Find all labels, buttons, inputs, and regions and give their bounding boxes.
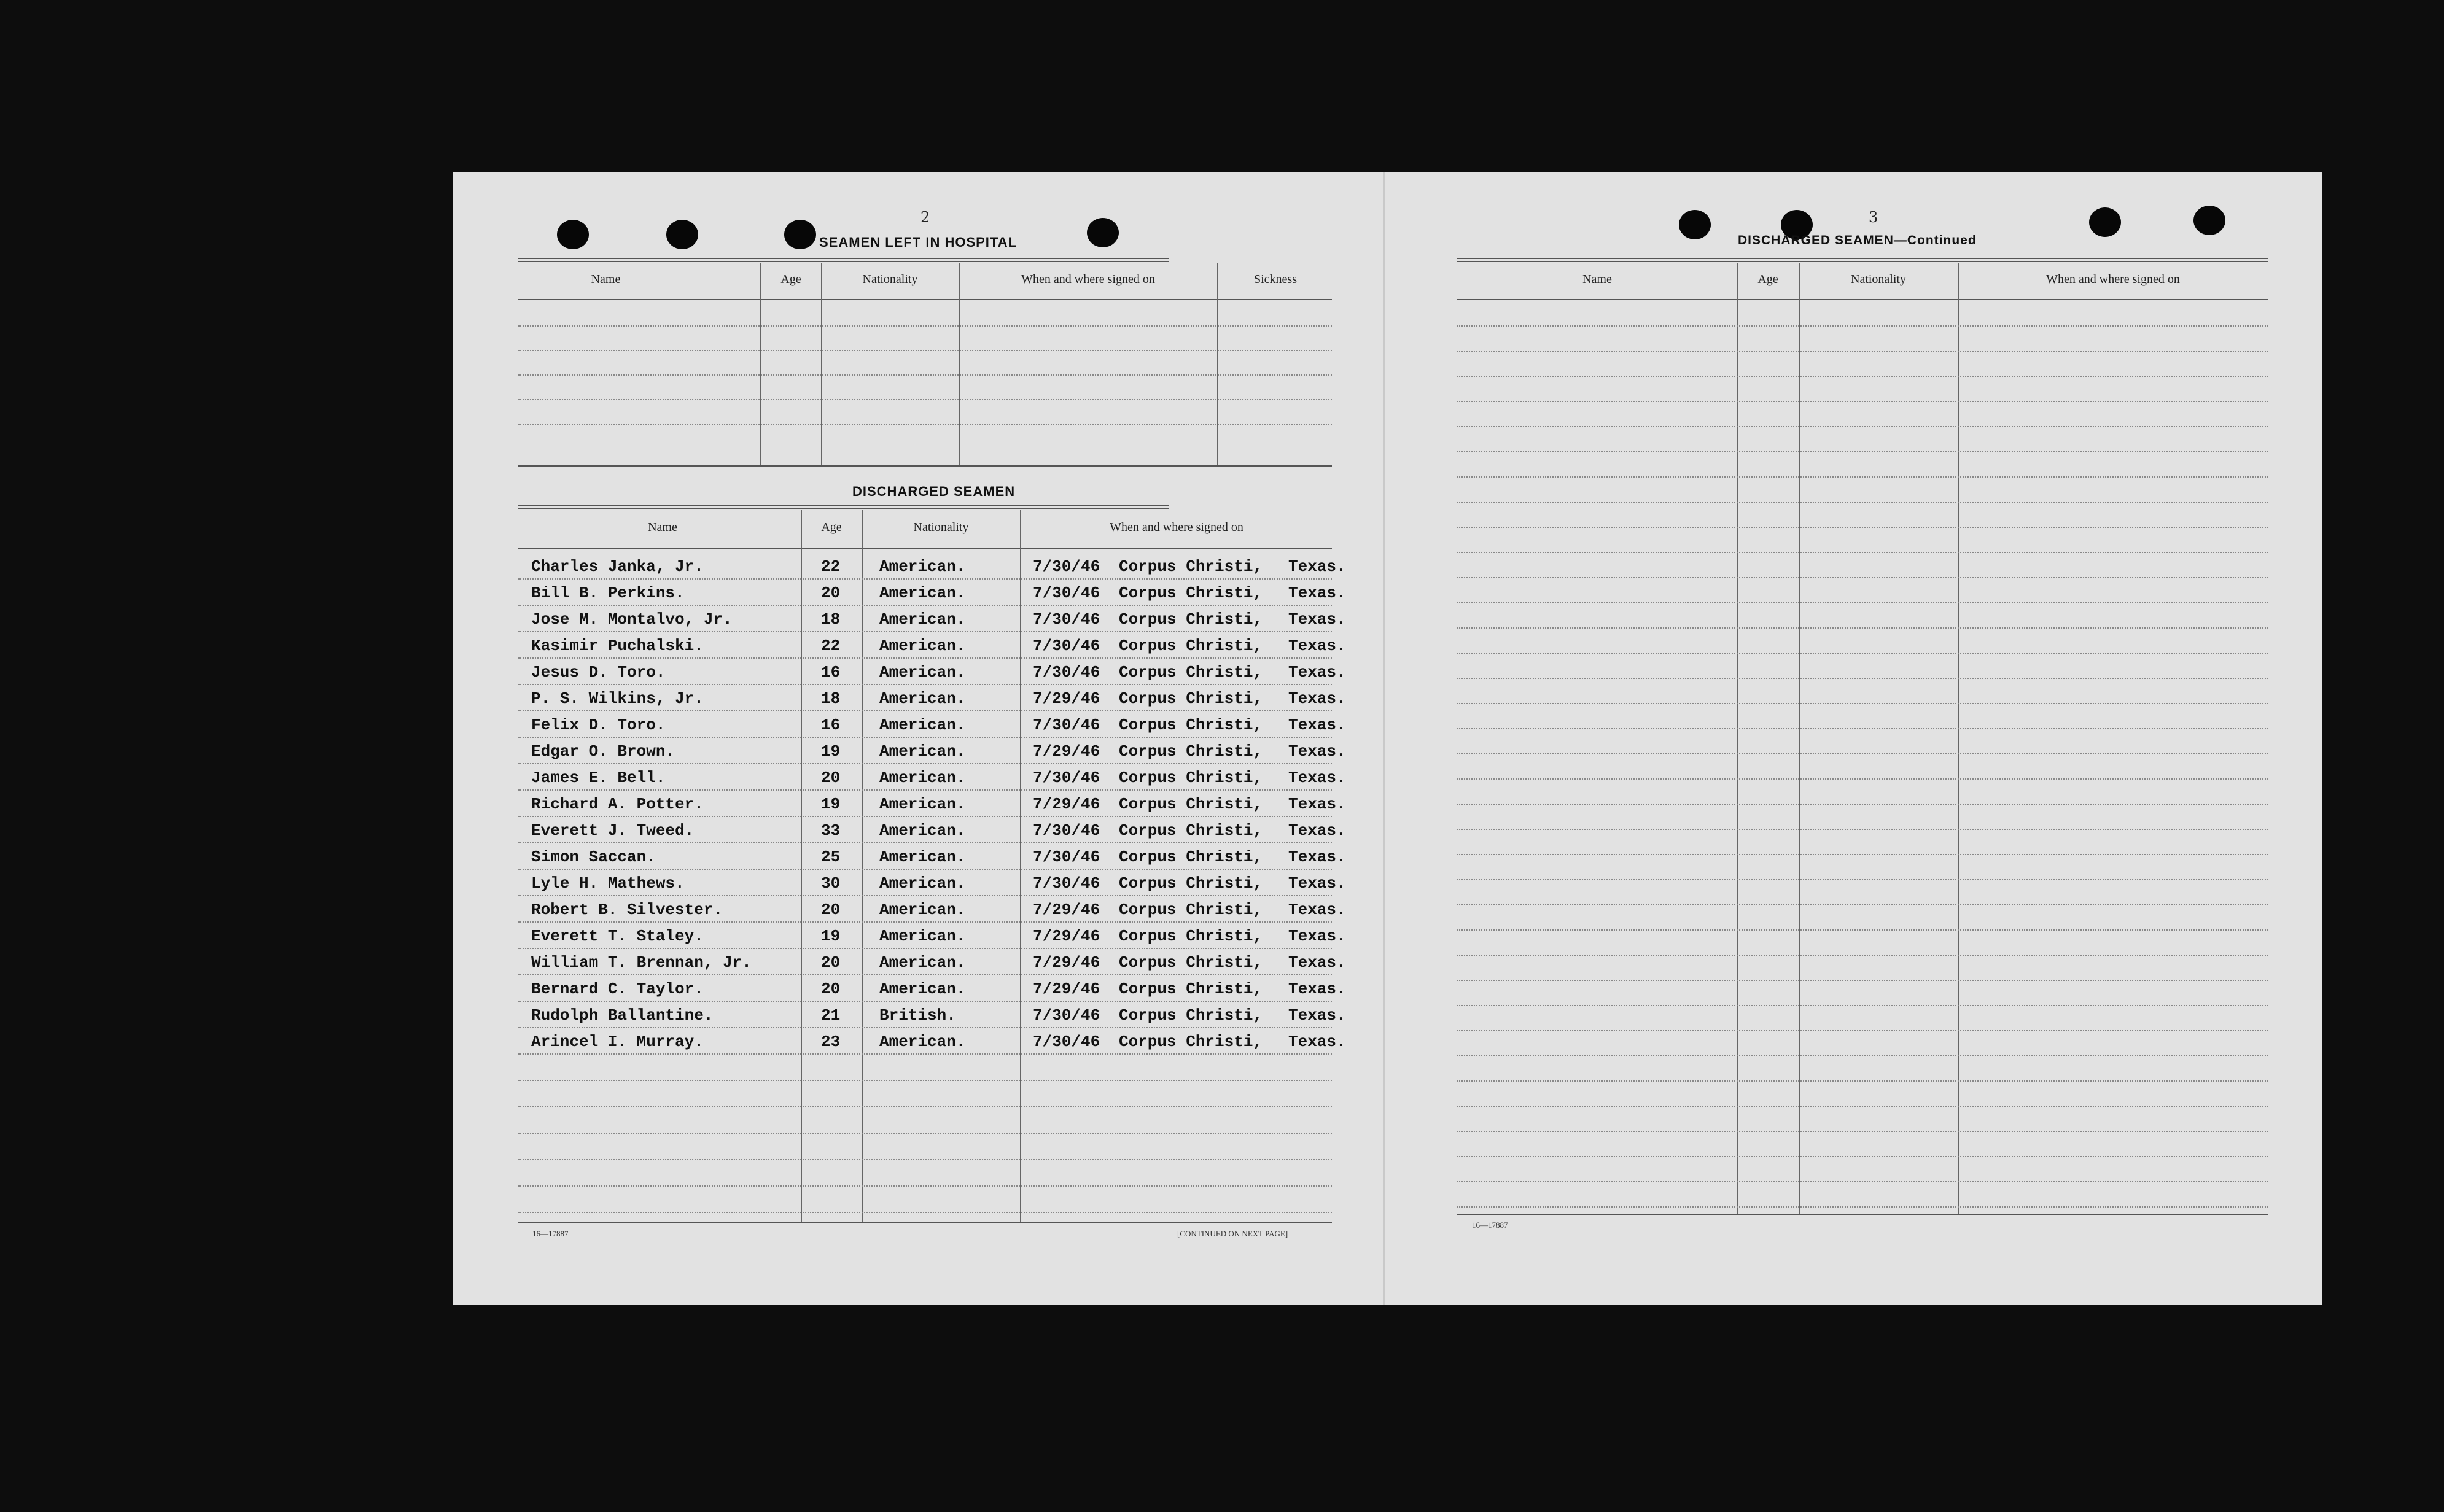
seaman-name: Simon Saccan. [531, 848, 656, 866]
table-rule [518, 465, 1332, 467]
title-rule [1457, 258, 2268, 262]
signed-state: Texas. [1288, 663, 1346, 681]
seaman-nationality: British. [879, 1006, 956, 1025]
discharged-col-age: Age [821, 521, 842, 534]
table-rule [1457, 1055, 2268, 1056]
seaman-name: Felix D. Toro. [531, 716, 666, 734]
seaman-name: Edgar O. Brown. [531, 742, 675, 761]
punch-hole [2089, 207, 2121, 237]
punch-hole [784, 220, 816, 249]
seaman-nationality: American. [879, 927, 966, 945]
seaman-nationality: American. [879, 663, 966, 681]
seaman-name: Arincel I. Murray. [531, 1033, 704, 1051]
seaman-age: 18 [821, 610, 841, 629]
table-rule [518, 605, 1332, 606]
signed-place: Corpus Christi, [1119, 795, 1263, 813]
signed-place: Corpus Christi, [1119, 716, 1263, 734]
table-rule [518, 325, 1332, 327]
table-rule [518, 869, 1332, 870]
column-divider [821, 263, 822, 465]
table-rule [518, 631, 1332, 632]
seaman-name: William T. Brennan, Jr. [531, 953, 752, 972]
table-rule [518, 1159, 1332, 1160]
seaman-age: 16 [821, 716, 841, 734]
signed-state: Texas. [1288, 1033, 1346, 1051]
table-rule [1457, 678, 2268, 679]
table-rule [518, 921, 1332, 923]
seaman-age: 20 [821, 953, 841, 972]
table-rule [518, 578, 1332, 580]
punch-hole [1087, 218, 1119, 247]
seaman-name: Jose M. Montalvo, Jr. [531, 610, 733, 629]
seaman-age: 18 [821, 689, 841, 708]
signed-state: Texas. [1288, 980, 1346, 998]
table-rule [1457, 376, 2268, 377]
table-rule [518, 684, 1332, 685]
seaman-age: 22 [821, 637, 841, 655]
signed-state: Texas. [1288, 901, 1346, 919]
seaman-age: 25 [821, 848, 841, 866]
seaman-age: 16 [821, 663, 841, 681]
seaman-nationality: American. [879, 584, 966, 602]
table-rule [1457, 1214, 2268, 1215]
column-divider [1020, 510, 1021, 1222]
hospital-col-nationality: Nationality [862, 273, 918, 286]
signed-state: Texas. [1288, 848, 1346, 866]
seaman-nationality: American. [879, 1033, 966, 1051]
table-rule [518, 842, 1332, 843]
signed-place: Corpus Christi, [1119, 848, 1263, 866]
table-rule [518, 399, 1332, 400]
signed-date: 7/29/46 [1033, 901, 1100, 919]
signed-date: 7/30/46 [1033, 1006, 1100, 1025]
seaman-name: Bill B. Perkins. [531, 584, 685, 602]
table-rule [1457, 552, 2268, 553]
seaman-name: Rudolph Ballantine. [531, 1006, 714, 1025]
discharged-col-nationality: Nationality [913, 521, 969, 534]
table-rule [1457, 980, 2268, 981]
table-rule [518, 1053, 1332, 1055]
seaman-name: Robert B. Silvester. [531, 901, 723, 919]
signed-state: Texas. [1288, 769, 1346, 787]
page-number: 2 [920, 209, 930, 226]
title-rule [518, 258, 1169, 262]
punch-hole [557, 220, 589, 249]
signed-state: Texas. [1288, 689, 1346, 708]
table-rule [1457, 1106, 2268, 1107]
table-rule [518, 1027, 1332, 1028]
signed-state: Texas. [1288, 584, 1346, 602]
signed-state: Texas. [1288, 953, 1346, 972]
signed-date: 7/30/46 [1033, 769, 1100, 787]
seaman-name: Richard A. Potter. [531, 795, 704, 813]
signed-date: 7/30/46 [1033, 821, 1100, 840]
table-rule [518, 1133, 1332, 1134]
table-rule [1457, 426, 2268, 427]
signed-state: Texas. [1288, 610, 1346, 629]
discharged-col-signed-on: When and where signed on [1110, 521, 1243, 534]
seaman-age: 21 [821, 1006, 841, 1025]
signed-date: 7/29/46 [1033, 742, 1100, 761]
seaman-name: Everett J. Tweed. [531, 821, 695, 840]
table-rule [518, 974, 1332, 975]
seaman-nationality: American. [879, 610, 966, 629]
right-col-age: Age [1757, 273, 1778, 286]
seaman-age: 20 [821, 584, 841, 602]
punch-hole [2193, 206, 2225, 235]
table-rule [518, 1106, 1332, 1107]
signed-place: Corpus Christi, [1119, 742, 1263, 761]
page-fold [1383, 172, 1385, 1305]
signed-date: 7/29/46 [1033, 927, 1100, 945]
signed-date: 7/30/46 [1033, 584, 1100, 602]
table-rule [1457, 1030, 2268, 1031]
discharged-continued-title: DISCHARGED SEAMEN—Continued [1738, 233, 1977, 247]
signed-place: Corpus Christi, [1119, 663, 1263, 681]
signed-date: 7/30/46 [1033, 716, 1100, 734]
signed-state: Texas. [1288, 874, 1346, 893]
signed-date: 7/29/46 [1033, 953, 1100, 972]
form-number: 16—17887 [1472, 1220, 1508, 1230]
seaman-age: 33 [821, 821, 841, 840]
signed-place: Corpus Christi, [1119, 874, 1263, 893]
right-col-signed-on: When and where signed on [2046, 273, 2180, 286]
table-rule [1457, 1181, 2268, 1182]
column-divider [801, 510, 802, 1222]
seaman-nationality: American. [879, 980, 966, 998]
seaman-nationality: American. [879, 769, 966, 787]
table-rule [518, 374, 1332, 376]
signed-state: Texas. [1288, 637, 1346, 655]
seaman-age: 30 [821, 874, 841, 893]
table-rule [518, 657, 1332, 659]
table-rule [518, 763, 1332, 764]
seaman-nationality: American. [879, 874, 966, 893]
table-rule [1457, 728, 2268, 729]
seaman-nationality: American. [879, 716, 966, 734]
table-rule [1457, 879, 2268, 880]
punch-hole [1679, 210, 1711, 239]
header-rule [1457, 299, 2268, 300]
seaman-age: 20 [821, 769, 841, 787]
column-divider [760, 263, 761, 465]
signed-state: Texas. [1288, 1006, 1346, 1025]
table-rule [1457, 829, 2268, 830]
seaman-name: Jesus D. Toro. [531, 663, 666, 681]
table-rule [1457, 476, 2268, 478]
right-col-nationality: Nationality [1851, 273, 1906, 286]
hospital-col-signed-on: When and where signed on [1021, 273, 1155, 286]
signed-place: Corpus Christi, [1119, 689, 1263, 708]
table-rule [1457, 602, 2268, 603]
seaman-age: 23 [821, 1033, 841, 1051]
table-rule [518, 737, 1332, 738]
signed-state: Texas. [1288, 742, 1346, 761]
table-rule [1457, 778, 2268, 780]
signed-date: 7/30/46 [1033, 848, 1100, 866]
table-rule [1457, 527, 2268, 528]
signed-place: Corpus Christi, [1119, 821, 1263, 840]
right-col-name: Name [1582, 273, 1612, 286]
table-rule [518, 895, 1332, 896]
table-rule [1457, 703, 2268, 704]
table-rule [518, 1001, 1332, 1002]
table-rule [518, 1212, 1332, 1213]
table-rule [1457, 955, 2268, 956]
seaman-name: P. S. Wilkins, Jr. [531, 689, 704, 708]
signed-place: Corpus Christi, [1119, 1033, 1263, 1051]
table-rule [1457, 1080, 2268, 1082]
seaman-name: Lyle H. Mathews. [531, 874, 685, 893]
signed-date: 7/29/46 [1033, 689, 1100, 708]
table-rule [1457, 854, 2268, 855]
seaman-nationality: American. [879, 848, 966, 866]
seaman-nationality: American. [879, 953, 966, 972]
page-number: 3 [1869, 209, 1878, 226]
table-rule [1457, 1206, 2268, 1208]
form-number: 16—17887 [532, 1229, 569, 1238]
table-rule [518, 1222, 1332, 1223]
hospital-col-sickness: Sickness [1254, 273, 1297, 286]
signed-date: 7/30/46 [1033, 663, 1100, 681]
seaman-age: 22 [821, 557, 841, 576]
seaman-name: Everett T. Staley. [531, 927, 704, 945]
table-rule [1457, 929, 2268, 931]
seaman-nationality: American. [879, 557, 966, 576]
signed-place: Corpus Christi, [1119, 1006, 1263, 1025]
document-sheet [453, 172, 2322, 1305]
signed-date: 7/30/46 [1033, 1033, 1100, 1051]
seaman-age: 20 [821, 901, 841, 919]
signed-state: Texas. [1288, 795, 1346, 813]
seaman-name: Kasimir Puchalski. [531, 637, 704, 655]
table-rule [1457, 502, 2268, 503]
header-rule [518, 548, 1332, 549]
continued-note: [CONTINUED ON NEXT PAGE] [1177, 1229, 1288, 1238]
table-rule [1457, 351, 2268, 352]
seaman-age: 19 [821, 795, 841, 813]
table-rule [1457, 401, 2268, 402]
table-rule [1457, 451, 2268, 452]
signed-place: Corpus Christi, [1119, 610, 1263, 629]
title-rule [518, 505, 1169, 509]
seaman-name: James E. Bell. [531, 769, 666, 787]
seaman-name: Bernard C. Taylor. [531, 980, 704, 998]
column-divider [1217, 263, 1218, 465]
signed-date: 7/29/46 [1033, 980, 1100, 998]
signed-state: Texas. [1288, 821, 1346, 840]
seaman-nationality: American. [879, 637, 966, 655]
seaman-nationality: American. [879, 742, 966, 761]
signed-state: Texas. [1288, 927, 1346, 945]
signed-place: Corpus Christi, [1119, 980, 1263, 998]
punch-hole [666, 220, 698, 249]
table-rule [518, 1080, 1332, 1081]
table-rule [1457, 1131, 2268, 1132]
column-divider [1958, 263, 1959, 1214]
table-rule [518, 789, 1332, 791]
signed-place: Corpus Christi, [1119, 953, 1263, 972]
signed-date: 7/30/46 [1033, 610, 1100, 629]
hospital-col-age: Age [780, 273, 801, 286]
seaman-name: Charles Janka, Jr. [531, 557, 704, 576]
table-rule [1457, 577, 2268, 578]
signed-date: 7/30/46 [1033, 874, 1100, 893]
table-rule [518, 710, 1332, 711]
signed-place: Corpus Christi, [1119, 901, 1263, 919]
seaman-age: 19 [821, 927, 841, 945]
signed-date: 7/30/46 [1033, 637, 1100, 655]
table-rule [1457, 1156, 2268, 1157]
table-rule [518, 350, 1332, 351]
discharged-section-title: DISCHARGED SEAMEN [852, 484, 1016, 499]
discharged-col-name: Name [648, 521, 677, 534]
seaman-age: 20 [821, 980, 841, 998]
table-rule [1457, 627, 2268, 629]
seaman-nationality: American. [879, 795, 966, 813]
seaman-nationality: American. [879, 689, 966, 708]
signed-place: Corpus Christi, [1119, 927, 1263, 945]
signed-date: 7/29/46 [1033, 795, 1100, 813]
table-rule [1457, 1005, 2268, 1006]
table-rule [1457, 325, 2268, 327]
column-divider [1737, 263, 1738, 1214]
hospital-col-name: Name [591, 273, 621, 286]
seaman-nationality: American. [879, 821, 966, 840]
signed-place: Corpus Christi, [1119, 637, 1263, 655]
table-rule [1457, 653, 2268, 654]
table-rule [1457, 904, 2268, 905]
header-rule [518, 299, 1332, 300]
table-rule [518, 948, 1332, 949]
table-rule [1457, 804, 2268, 805]
signed-place: Corpus Christi, [1119, 769, 1263, 787]
table-rule [518, 1185, 1332, 1187]
signed-place: Corpus Christi, [1119, 584, 1263, 602]
signed-state: Texas. [1288, 716, 1346, 734]
hospital-section-title: SEAMEN LEFT IN HOSPITAL [819, 235, 1018, 250]
seaman-nationality: American. [879, 901, 966, 919]
column-divider [1799, 263, 1800, 1214]
column-divider [959, 263, 960, 465]
table-rule [518, 424, 1332, 425]
table-rule [518, 816, 1332, 817]
signed-state: Texas. [1288, 557, 1346, 576]
seaman-age: 19 [821, 742, 841, 761]
signed-date: 7/30/46 [1033, 557, 1100, 576]
table-rule [1457, 753, 2268, 754]
column-divider [862, 510, 863, 1222]
signed-place: Corpus Christi, [1119, 557, 1263, 576]
